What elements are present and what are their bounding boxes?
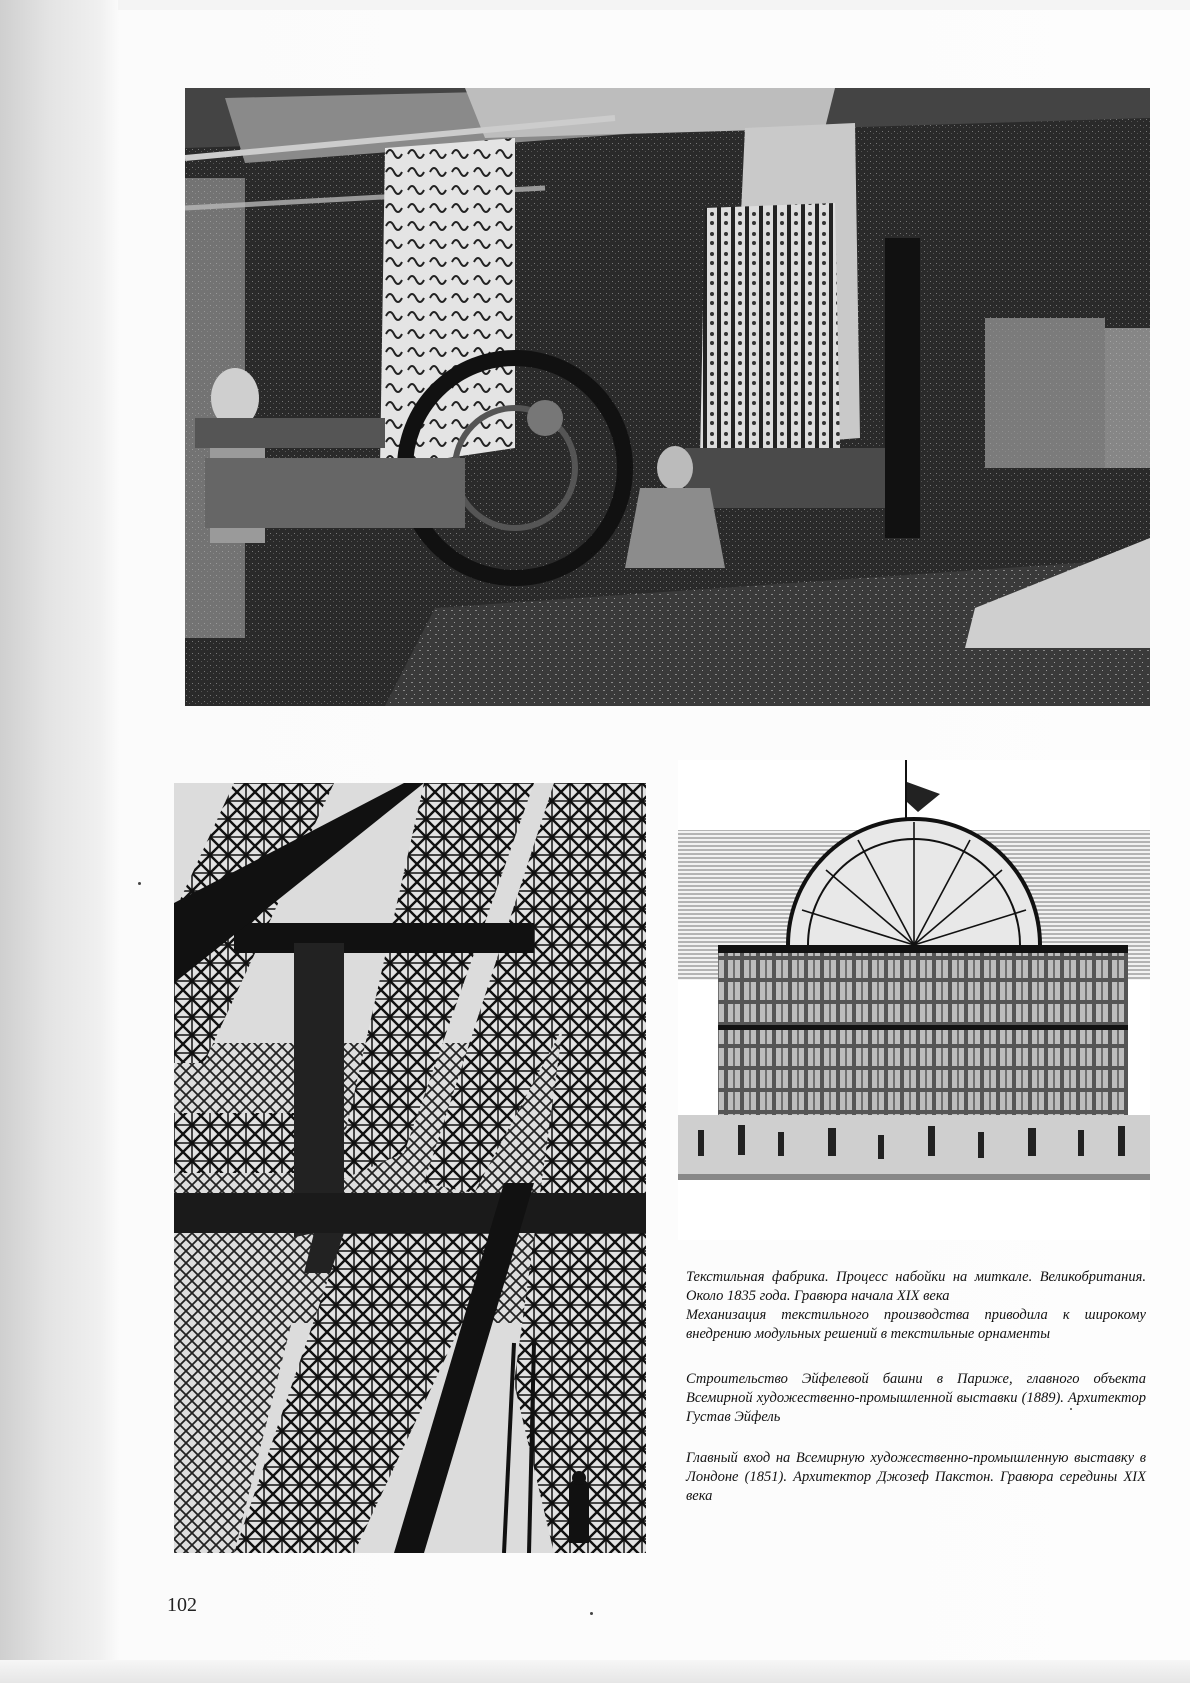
crystal-palace-drawing — [678, 760, 1150, 1240]
caption-textile-factory: Текстильная фабрика. Процесс набойки на миткале. Великобритания. Около 1835 года. Гравюра начала XIX века — [686, 1269, 1146, 1304]
page-bottom-edge — [0, 1660, 1190, 1683]
paper-speck — [590, 1612, 593, 1615]
eiffel-tower-drawing — [174, 783, 646, 1553]
caption-eiffel-tower: Строительство Эйфелевой башни в Париже, главного объекта Всемирной художественно-промышленной выставки (1889). Архитектор Густав Эйфель — [686, 1371, 1146, 1425]
paper-speck — [138, 882, 141, 885]
page-top-edge — [118, 0, 1190, 10]
textile-factory-engraving — [185, 88, 1150, 706]
textile-factory-drawing — [185, 88, 1150, 706]
caption-crystal-palace: Главный вход на Всемирную художественно-промышленную выставку в Лондоне (1851). Архитектор Джозеф Пакстон. Гравюра середины XIX века — [686, 1450, 1146, 1504]
captions-block — [686, 1268, 1146, 1528]
caption-textile-note: Механизация текстильного производства приводила к широкому внедрению модульных решений в текстильные орнаменты — [686, 1307, 1146, 1342]
page-number: 102 — [167, 1594, 197, 1616]
paper-speck — [1070, 1408, 1072, 1410]
crystal-palace-engraving — [678, 760, 1150, 1240]
book-gutter-shadow — [0, 0, 118, 1683]
eiffel-tower-engraving — [174, 783, 646, 1553]
